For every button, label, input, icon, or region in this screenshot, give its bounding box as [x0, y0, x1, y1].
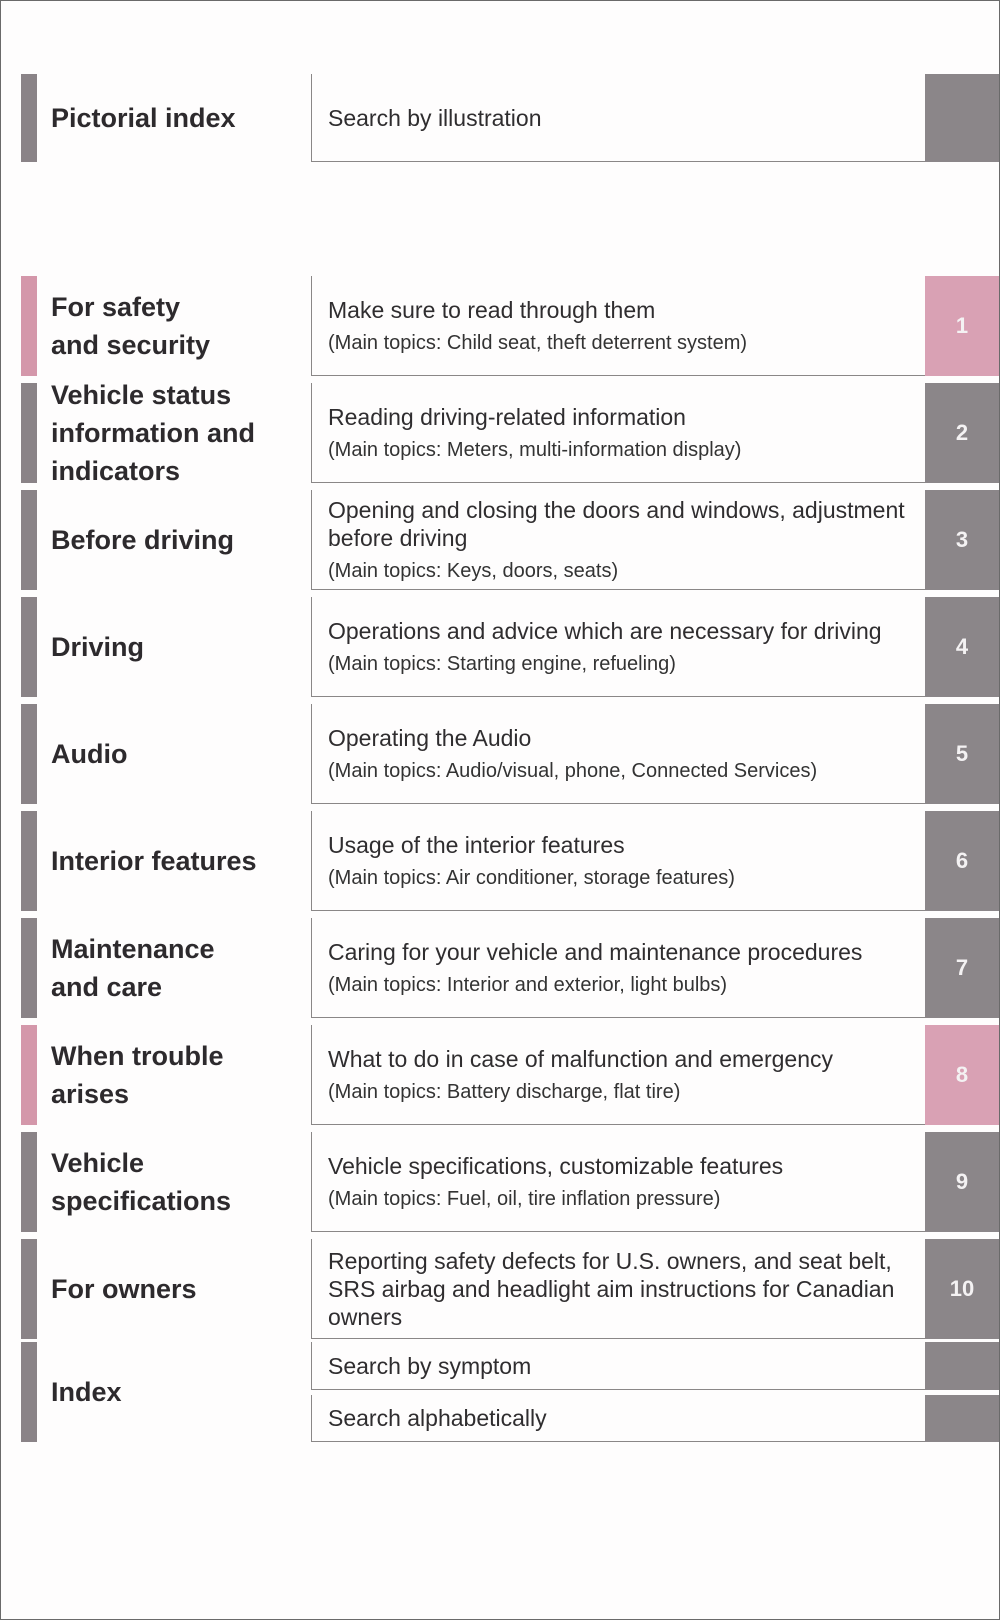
chapter-description-box[interactable]	[311, 1239, 925, 1339]
chapter-row[interactable]	[1, 1239, 1000, 1339]
chapter-main-topics: (Main topics: Starting engine, refueling)	[328, 652, 676, 675]
chapter-color-bar	[21, 383, 37, 483]
chapter-row[interactable]	[1, 918, 1000, 1018]
chapter-main-topics: (Main topics: Battery discharge, flat tire)	[328, 1080, 681, 1103]
chapter-main-topics: (Main topics: Interior and exterior, light bulbs)	[328, 973, 728, 996]
chapter-description: Vehicle specifications, customizable features	[328, 1152, 784, 1179]
chapter-description: Operations and advice which are necessary for driving	[328, 617, 882, 644]
chapter-row[interactable]	[1, 1025, 1000, 1125]
thumb-tab[interactable]	[925, 74, 999, 162]
chapter-number-tab[interactable]	[925, 1025, 999, 1125]
chapter-color-bar	[21, 490, 37, 590]
chapter-color-bar	[21, 597, 37, 697]
chapter-row[interactable]	[1, 1132, 1000, 1232]
chapter-description-box[interactable]	[311, 383, 925, 483]
search-alphabetically-link[interactable]	[311, 1395, 925, 1442]
chapter-description: Usage of the interior features	[328, 831, 625, 858]
chapter-number: 5	[955, 741, 969, 766]
chapter-number-tab[interactable]	[925, 1132, 999, 1232]
chapter-title: For owners	[51, 1274, 197, 1304]
section-color-bar	[21, 1342, 37, 1442]
chapter-description: Make sure to read through them	[328, 296, 656, 323]
chapter-color-bar	[21, 1132, 37, 1232]
chapter-main-topics: (Main topics: Child seat, theft deterrent system)	[328, 331, 748, 354]
chapter-row[interactable]	[1, 597, 1000, 697]
chapter-number: 10	[949, 1276, 975, 1301]
chapter-title: Vehicle status information and indicators	[51, 380, 255, 486]
chapter-row[interactable]	[1, 276, 1000, 376]
chapter-description: Reading driving-related information	[328, 403, 686, 430]
thumb-tab[interactable]	[925, 1342, 999, 1390]
chapter-title: Vehicle specifications	[51, 1148, 232, 1216]
chapter-title: For safety and security	[51, 292, 211, 360]
chapter-number-tab[interactable]	[925, 811, 999, 911]
chapter-description: Caring for your vehicle and maintenance procedures	[328, 938, 863, 965]
section-color-bar	[21, 74, 37, 162]
chapter-number-tab[interactable]	[925, 276, 999, 376]
chapter-row[interactable]	[1, 811, 1000, 911]
chapter-description: Opening and closing the doors and windows, adjustment before driving	[328, 496, 905, 551]
chapter-number-tab[interactable]	[925, 597, 999, 697]
chapter-color-bar	[21, 704, 37, 804]
section-title: Pictorial index	[51, 103, 236, 133]
index-item-label: Search by symptom	[328, 1352, 532, 1379]
chapter-number: 8	[955, 1062, 969, 1087]
chapter-color-bar	[21, 811, 37, 911]
chapter-number: 1	[955, 313, 969, 338]
chapter-number: 6	[955, 848, 969, 873]
chapter-title: Audio	[51, 739, 128, 769]
chapter-title: Maintenance and care	[51, 934, 215, 1002]
chapter-description-box[interactable]	[311, 1025, 925, 1125]
chapter-main-topics: (Main topics: Fuel, oil, tire inflation pressure)	[328, 1187, 721, 1210]
chapter-main-topics: (Main topics: Keys, doors, seats)	[328, 559, 619, 582]
chapter-description-box[interactable]	[311, 276, 925, 376]
chapter-number: 7	[955, 955, 969, 980]
chapter-main-topics: (Main topics: Audio/visual, phone, Connected Services)	[328, 759, 818, 782]
chapter-description: Reporting safety defects for U.S. owners, and seat belt, SRS airbag and headlight aim instructions for Canadian owners	[328, 1247, 895, 1330]
chapter-color-bar	[21, 1025, 37, 1125]
chapter-main-topics: (Main topics: Air conditioner, storage features)	[328, 866, 735, 889]
index-row	[1, 1342, 1000, 1442]
chapter-description-box[interactable]	[311, 597, 925, 697]
chapter-number: 3	[955, 527, 969, 552]
chapter-number: 9	[955, 1169, 969, 1194]
section-description: Search by illustration	[328, 104, 542, 131]
chapter-title: When trouble arises	[51, 1041, 224, 1109]
chapter-number-tab[interactable]	[925, 918, 999, 1018]
chapter-description: What to do in case of malfunction and emergency	[328, 1045, 834, 1072]
chapter-title: Driving	[51, 632, 145, 662]
index-item-label: Search alphabetically	[328, 1405, 547, 1431]
chapter-description-box[interactable]	[311, 490, 925, 590]
chapter-number-tab[interactable]	[925, 704, 999, 804]
thumb-tab[interactable]	[925, 1395, 999, 1442]
chapter-number: 4	[955, 634, 969, 659]
chapter-description-box[interactable]	[311, 1132, 925, 1232]
chapter-description: Operating the Audio	[328, 724, 532, 751]
chapter-row[interactable]	[1, 380, 1000, 486]
chapter-row[interactable]	[1, 490, 1000, 590]
chapter-description-box[interactable]	[311, 811, 925, 911]
chapter-description-box[interactable]	[311, 704, 925, 804]
chapter-title: Interior features	[51, 846, 257, 876]
chapter-number-tab[interactable]	[925, 490, 999, 590]
section-description-box[interactable]	[311, 74, 925, 162]
chapter-color-bar	[21, 918, 37, 1018]
chapter-main-topics: (Main topics: Meters, multi-information display)	[328, 438, 742, 461]
chapter-description-box[interactable]	[311, 918, 925, 1018]
chapter-number-tab[interactable]	[925, 1239, 999, 1339]
section-title: Index	[51, 1377, 122, 1407]
chapter-number: 2	[955, 420, 969, 445]
chapter-row[interactable]	[1, 704, 1000, 804]
chapter-title: Before driving	[51, 525, 235, 555]
chapter-number-tab[interactable]	[925, 383, 999, 483]
search-by-symptom-link[interactable]	[311, 1342, 925, 1390]
chapter-color-bar	[21, 1239, 37, 1339]
chapter-color-bar	[21, 276, 37, 376]
pictorial-index-row[interactable]	[1, 74, 1000, 162]
